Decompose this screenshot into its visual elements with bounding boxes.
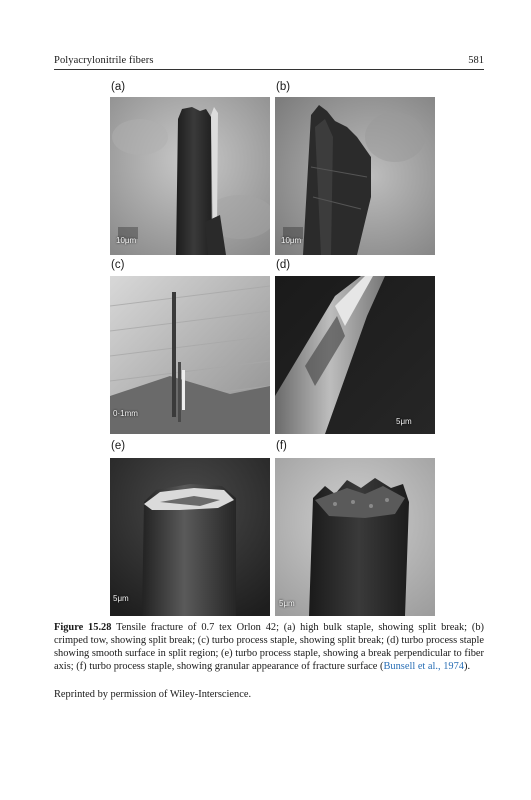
panel-label-a: (a)	[111, 81, 126, 93]
citation-link[interactable]: Bunsell et al., 1974	[383, 661, 464, 672]
figure-number: Figure 15.28	[54, 622, 112, 633]
micrograph-a	[110, 97, 270, 255]
micrograph-e	[110, 458, 270, 616]
scale-bar-a: 10μm	[116, 236, 137, 245]
scale-bar-b: 10μm	[281, 236, 302, 245]
figure-caption	[54, 621, 484, 673]
panel-label-b: (b)	[276, 81, 291, 93]
panel-label-d: (d)	[276, 259, 291, 271]
scale-bar-c: 0·1mm	[113, 409, 138, 418]
scale-bar-e: 5μm	[113, 594, 129, 603]
micrograph-a-image	[110, 97, 270, 255]
micrograph-f	[275, 458, 435, 616]
scale-bar-d: 5μm	[396, 417, 412, 426]
micrograph-b-image	[275, 97, 435, 255]
micrograph-d-image	[275, 276, 435, 434]
header-rule	[54, 69, 484, 70]
panel-label-c: (c)	[111, 259, 125, 271]
micrograph-b	[275, 97, 435, 255]
running-title: Polyacrylonitrile fibers	[54, 55, 154, 66]
permission-credit: Reprinted by permission of Wiley-Interscience.	[54, 689, 252, 700]
micrograph-f-image	[275, 458, 435, 616]
micrograph-d	[275, 276, 435, 434]
caption-text: Tensile fracture of 0.7 tex Orlon 42; (a) high bulk staple, showing split break; (b) crimped tow, showing split break; (c) turbo process staple, showing split break; (d) turbo process staple showing smooth surface in split region; (e) turbo process staple, showing a break perpendicular to fiber axis; (f) turbo process staple, showing granular appearance of fracture surface (	[54, 622, 484, 672]
micrograph-e-image	[110, 458, 270, 616]
scale-bar-f: 5μm	[279, 599, 295, 608]
caption-text-end: ).	[464, 661, 471, 672]
page-number: 581	[468, 55, 484, 66]
panel-label-f: (f)	[276, 440, 287, 452]
panel-label-e: (e)	[111, 440, 126, 452]
